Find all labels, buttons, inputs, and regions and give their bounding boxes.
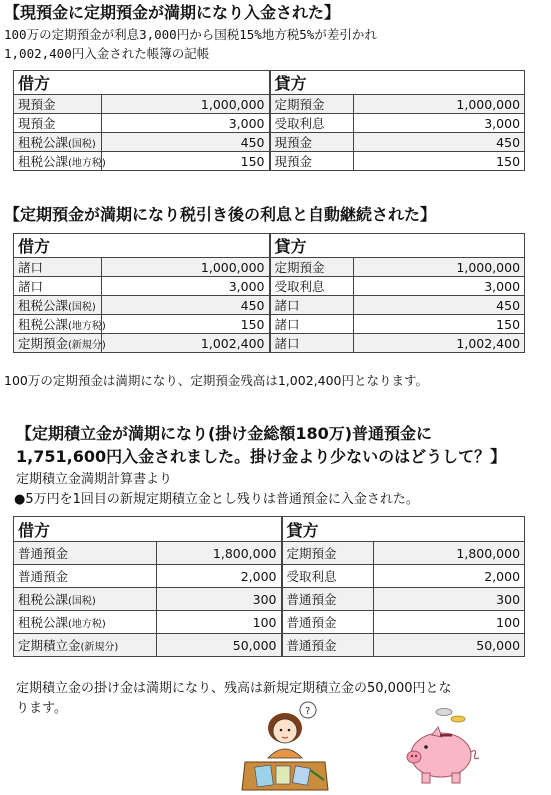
piggy-bank-icon: [396, 705, 486, 790]
debit-header: 借方: [14, 517, 282, 542]
debit-amount: 300: [157, 588, 282, 611]
credit-amount: 1,800,000: [374, 542, 525, 565]
credit-account: 定期預金: [282, 542, 374, 565]
credit-account: 諸口: [270, 315, 354, 334]
credit-amount: 150: [354, 152, 525, 171]
credit-account: 諸口: [270, 296, 354, 315]
credit-amount: 450: [354, 133, 525, 152]
credit-account: 受取利息: [282, 565, 374, 588]
table-row: [14, 277, 525, 296]
credit-account: 受取利息: [270, 277, 354, 296]
section3-heading-line2: 1,751,600円入金されました。掛け金より少ないのはどうして？】: [16, 447, 507, 466]
credit-header: 貸方: [270, 234, 525, 258]
debit-amount: 1,002,400: [102, 334, 270, 353]
table-row: [14, 588, 525, 611]
table-row: [14, 542, 525, 565]
section1-desc-line2: 1,002,400円入金された帳簿の記帳: [4, 46, 210, 61]
credit-amount: 2,000: [374, 565, 525, 588]
debit-header: 借方: [14, 234, 270, 258]
debit-amount: 100: [157, 611, 282, 634]
section3-heading-line1: 【定期積立金が満期になり(掛け金総額180万)普通預金に: [16, 424, 433, 443]
section3-note-line2: ります。: [16, 701, 67, 716]
debit-amount: 1,000,000: [102, 258, 270, 277]
credit-account: 受取利息: [270, 114, 354, 133]
debit-account: 租税公課(国税): [14, 588, 157, 611]
table-row: [14, 334, 525, 353]
debit-amount: 50,000: [157, 634, 282, 657]
credit-amount: 300: [374, 588, 525, 611]
credit-account: 定期預金: [270, 95, 354, 114]
debit-amount: 150: [102, 152, 270, 171]
credit-amount: 3,000: [354, 277, 525, 296]
debit-account: 普通預金: [14, 565, 157, 588]
table-row: [14, 634, 525, 657]
credit-account: 定期預金: [270, 258, 354, 277]
svg-text:?: ?: [305, 706, 311, 717]
woman-calculating-icon: [240, 700, 330, 795]
table-row: [14, 258, 525, 277]
credit-amount: 150: [354, 315, 525, 334]
section2-heading: 【定期預金が満期になり税引き後の利息と自動継続された】: [4, 205, 437, 224]
section1-desc-line1: 100万の定期預金が利息3,000円から国税15%地方税5%が差引かれ: [4, 27, 377, 42]
debit-account: 定期預金(新規分): [14, 334, 102, 353]
credit-amount: 1,000,000: [354, 95, 525, 114]
section1-heading: 【現預金に定期預金が満期になり入金された】: [4, 3, 341, 22]
table-row: [14, 133, 525, 152]
debit-amount: 3,000: [102, 114, 270, 133]
debit-amount: 1,800,000: [157, 542, 282, 565]
debit-account: 諸口: [14, 277, 102, 296]
section3-note-line1: 定期積立金の掛け金は満期になり、残高は新規定期積立金の50,000円とな: [16, 681, 452, 696]
credit-account: 現預金: [270, 152, 354, 171]
debit-account: 租税公課(国税): [14, 133, 102, 152]
table-row: [14, 611, 525, 634]
table-row: [14, 114, 525, 133]
debit-amount: 1,000,000: [102, 95, 270, 114]
credit-amount: 50,000: [374, 634, 525, 657]
section3-sub1: 定期積立金満期計算書より: [16, 472, 173, 487]
debit-amount: 450: [102, 296, 270, 315]
credit-header: 貸方: [270, 71, 525, 95]
credit-amount: 100: [374, 611, 525, 634]
table-row: [14, 95, 525, 114]
journal-table-2: [13, 233, 525, 353]
journal-table-1: [13, 70, 525, 171]
credit-amount: 1,000,000: [354, 258, 525, 277]
debit-amount: 3,000: [102, 277, 270, 296]
debit-account: 租税公課(地方税): [14, 611, 157, 634]
credit-amount: 450: [354, 296, 525, 315]
table-row: [14, 296, 525, 315]
section2-note: 100万の定期預金は満期になり、定期預金残高は1,002,400円となります。: [4, 373, 428, 388]
debit-account: 租税公課(地方税): [14, 315, 102, 334]
debit-amount: 150: [102, 315, 270, 334]
journal-table-3: [13, 516, 525, 657]
section3-sub2: ●5万円を1回目の新規定期積立金とし残りは普通預金に入金された。: [14, 492, 419, 507]
credit-header: 貸方: [282, 517, 525, 542]
credit-account: 普通預金: [282, 611, 374, 634]
credit-amount: 3,000: [354, 114, 525, 133]
debit-account: 定期積立金(新規分): [14, 634, 157, 657]
credit-account: 普通預金: [282, 634, 374, 657]
debit-account: 租税公課(国税): [14, 296, 102, 315]
table-row: [14, 565, 525, 588]
credit-account: 普通預金: [282, 588, 374, 611]
table-row: [14, 152, 525, 171]
debit-account: 租税公課(地方税): [14, 152, 102, 171]
credit-account: 現預金: [270, 133, 354, 152]
debit-amount: 2,000: [157, 565, 282, 588]
debit-account: 普通預金: [14, 542, 157, 565]
credit-amount: 1,002,400: [354, 334, 525, 353]
table-row: [14, 315, 525, 334]
debit-header: 借方: [14, 71, 270, 95]
debit-account: 諸口: [14, 258, 102, 277]
credit-account: 諸口: [270, 334, 354, 353]
debit-account: 現預金: [14, 95, 102, 114]
debit-amount: 450: [102, 133, 270, 152]
debit-account: 現預金: [14, 114, 102, 133]
